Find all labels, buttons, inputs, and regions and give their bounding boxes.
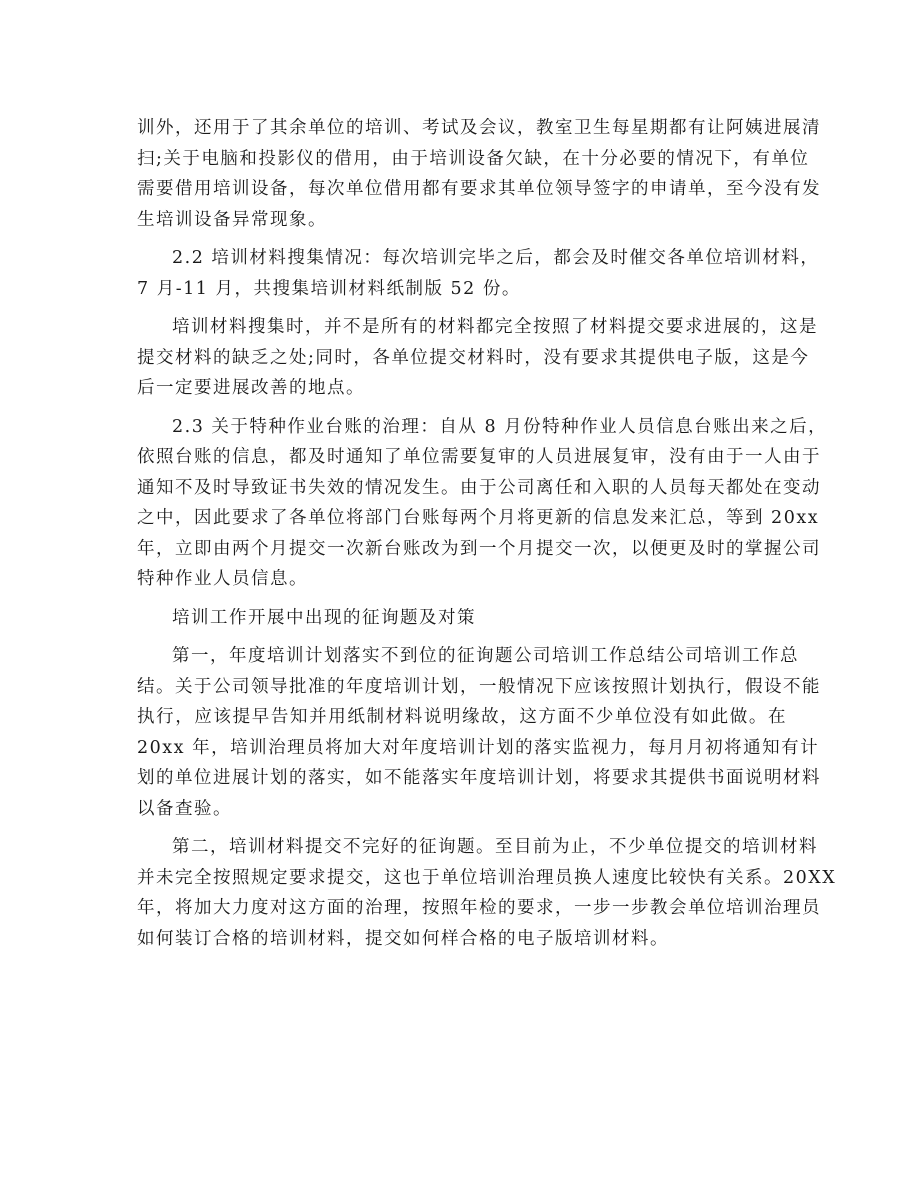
text-line: 2.2 培训材料搜集情况：每次培训完毕之后，都会及时催交各单位培训材料， xyxy=(172,248,820,268)
text-line: 20xx 年，培训治理员将加大对年度培训计划的落实监视力，每月月初将通知有计 xyxy=(137,737,820,758)
document-body xyxy=(137,113,837,962)
text-line: 第二，培训材料提交不完好的征询题。至目前为止，不少单位提交的培训材料 xyxy=(172,837,818,857)
text-line: 年，将加大力度对这方面的治理，按照年检的要求，一步一步教会单位培训治理员 xyxy=(137,898,821,918)
text-line: 培训工作开展中出现的征询题及对策 xyxy=(172,607,476,628)
text-line: 结。关于公司领导批准的年度培训计划，一般情况下应该按照计划执行，假设不能 xyxy=(137,676,821,697)
text-line: 需要借用培训设备，每次单位借用都有要求其单位领导签字的申请单，至今没有发 xyxy=(137,179,821,199)
text-line: 2.3 关于特种作业台账的治理：自从 8 月份特种作业人员信息台账出来之后， xyxy=(172,416,828,437)
text-line: 以备查验。 xyxy=(137,798,232,819)
text-line: 特种作业人员信息。 xyxy=(137,569,308,589)
text-line: 生培训设备异常现象。 xyxy=(137,209,327,230)
text-line: 年，立即由两个月提交一次新台账改为到一个月提交一次，以便更及时的掌握公司 xyxy=(137,538,821,559)
paragraph-material-collection xyxy=(137,243,820,304)
paragraph-special-operations-ledger xyxy=(137,412,828,595)
text-line: 7 月-11 月，共搜集培训材料纸制版 52 份。 xyxy=(137,278,521,299)
text-line: 培训材料搜集时，并不是所有的材料都完全按照了材料提交要求进展的，这是 xyxy=(172,317,818,337)
text-line: 执行，应该提早告知并用纸制材料说明缘故，这方面不少单位没有如此做。在 xyxy=(137,707,787,727)
text-line: 依照台账的信息，都及时通知了单位需要复审的人员进展复审，没有由于一人由于 xyxy=(137,447,821,467)
paragraph-first-problem xyxy=(137,641,821,824)
text-line: 并未完全按照规定要求提交，这也于单位培训治理员换人速度比较快有关系。20XX xyxy=(137,867,837,888)
paragraph-training-room-usage xyxy=(137,113,821,235)
text-line: 之中，因此要求了各单位将部门台账每两个月将更新的信息发来汇总，等到 20xx xyxy=(137,508,820,528)
text-line: 通知不及时导致证书失效的情况发生。由于公司离任和入职的人员每天都处在变动 xyxy=(137,477,821,498)
text-line: 第一，年度培训计划落实不到位的征询题公司培训工作总结公司培训工作总 xyxy=(172,646,799,666)
paragraph-material-shortcomings xyxy=(137,312,818,404)
text-line: 如何装订合格的培训材料，提交如何样合格的电子版培训材料。 xyxy=(137,928,669,949)
paragraph-second-problem xyxy=(137,832,837,954)
text-line: 后一定要进展改善的地点。 xyxy=(137,378,365,398)
text-line: 训外，还用于了其余单位的培训、考试及会议，教室卫生每星期都有让阿姨进展清 xyxy=(137,118,821,138)
text-line: 扫;关于电脑和投影仪的借用，由于培训设备欠缺，在十分必要的情况下，有单位 xyxy=(137,148,810,169)
text-line: 提交材料的缺乏之处;同时，各单位提交材料时，没有要求其提供电子版，这是今 xyxy=(137,347,810,368)
section-heading-problems-and-countermeasures xyxy=(137,603,787,634)
text-line: 划的单位进展计划的落实，如不能落实年度培训计划，将要求其提供书面说明材料 xyxy=(137,768,821,788)
